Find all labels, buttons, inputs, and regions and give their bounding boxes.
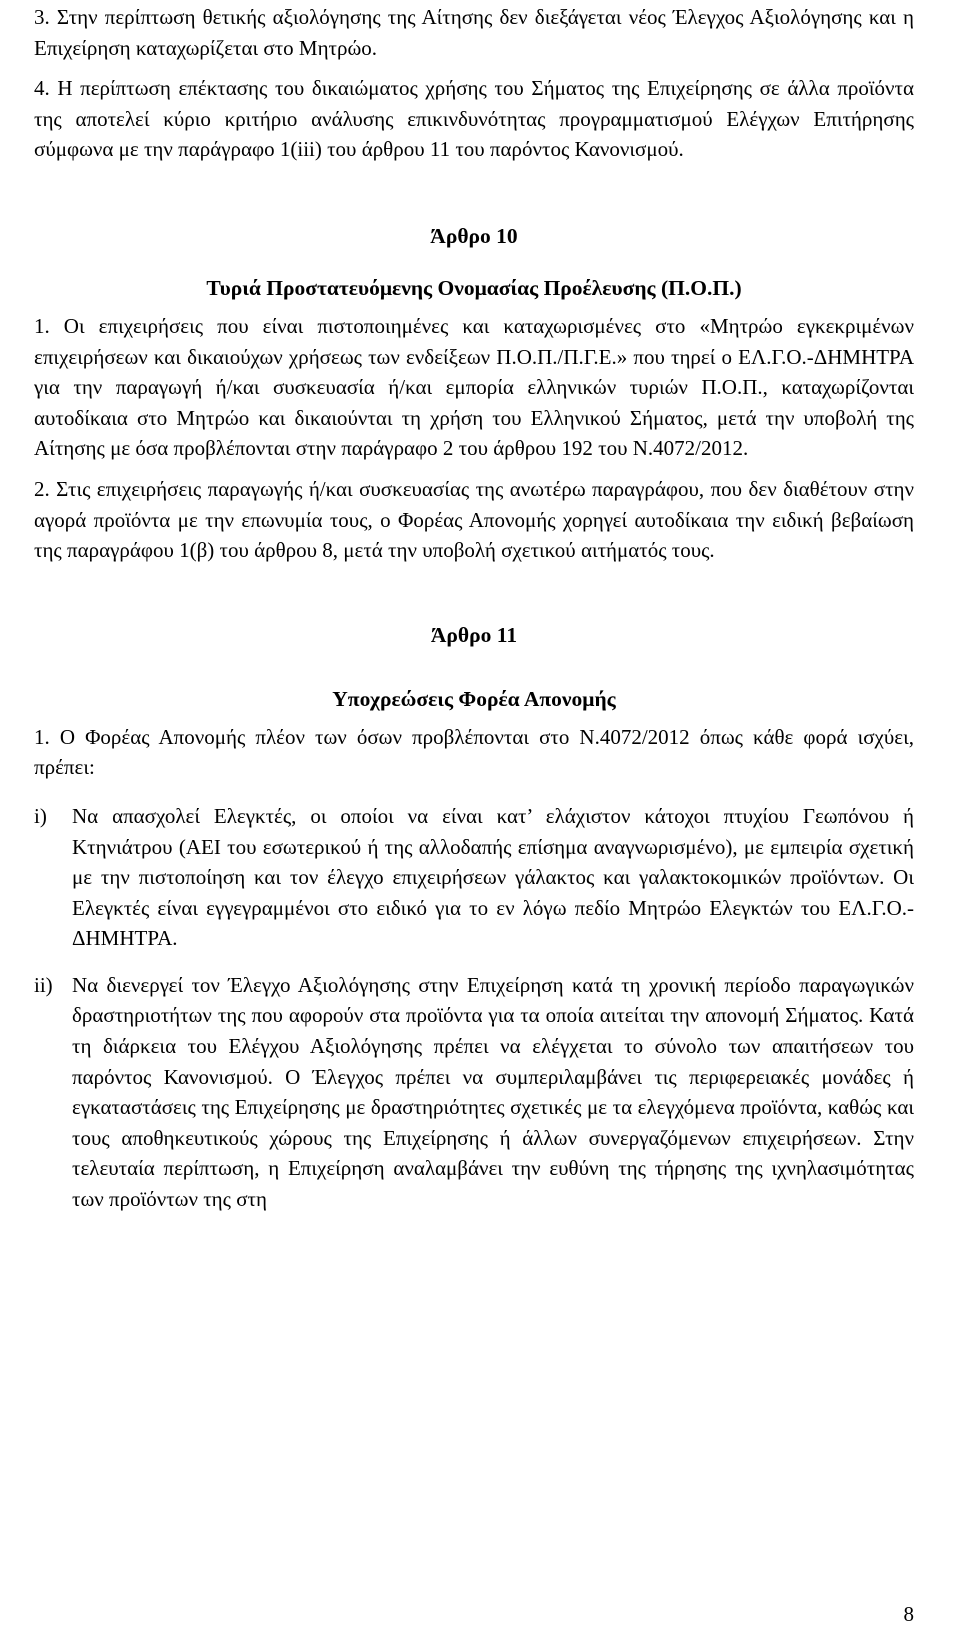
list-item-text: Να απασχολεί Ελεγκτές, οι οποίοι να είναι κατ’ ελάχιστον κάτοχοι πτυχίου Γεωπόνου ή Κτηνιάτρου (ΑΕΙ του εσωτερικού ή της αλλοδαπής επίσημα αναγνωρισμένο), με εμπειρία σχετική με την πιστοποίηση και τον έλεγχο επιχειρήσεων γάλακτος και γαλακτοκομικών προϊόντων. Οι Ελεγκτές είναι εγγεγραμμένοι στο ειδικό για το εν λόγω πεδίο Μητρώο Ελεγκτών του ΕΛ.Γ.Ο.-ΔΗΜΗΤΡΑ. — [72, 803, 914, 951]
list-item-marker: i) — [34, 803, 47, 828]
list-item-marker: ii) — [34, 972, 53, 997]
article-11-title: Υποχρεώσεις Φορέα Απονομής — [332, 686, 616, 711]
article-10-heading: Άρθρο 10 — [430, 223, 518, 248]
list-item-text: Να διενεργεί τον Έλεγχο Αξιολόγησης στην Επιχείρηση κατά τη χρονική περίοδο παραγωγικών δραστηριοτήτων της που αφορούν στα προϊόντα για τα οποία αιτείται την απονομή Σήματος. Κατά τη διάρκεια του Ελέγχου Αξιολόγησης πρέπει να ελέγχεται το σύνολο των απαιτήσεων του παρόντος Κανονισμού. Ο Έλεγχος πρέπει να συμπεριλαμβάνει τις περιφερειακές μονάδες ή εγκαταστάσεις της Επιχείρησης με δραστηριότητες σχετικές με τα ελεγχόμενα προϊόντα, καθώς και τους αποθηκευτικούς χώρους της Επιχείρησης ή άλλων συνεργαζόμενων επιχειρήσεων. Στην τελευταία περίπτωση, η Επιχείρηση αναλαμβάνει την ευθύνη της τήρησης της ιχνηλασιμότητας των προϊόντων της στη — [72, 972, 914, 1212]
document-page — [34, 0, 914, 1215]
paragraph-3: 3. Στην περίπτωση θετικής αξιολόγησης της Αίτησης δεν διεξάγεται νέος Έλεγχος Αξιολόγησης και η Επιχείρηση καταχωρίζεται στο Μητρώο. — [34, 5, 914, 60]
page-number: 8 — [903, 1602, 914, 1626]
article-11-heading: Άρθρο 11 — [430, 622, 518, 647]
article-10-paragraph-2: 2. Στις επιχειρήσεις παραγωγής ή/και συσκευασίας της ανωτέρω παραγράφου, που δεν διαθέτουν στην αγορά προϊόντα με την επωνυμία τους, ο Φορέας Απονομής χορηγεί αυτοδίκαια την ειδική βεβαίωση της παραγράφου 1(β) του άρθρου 8, μετά την υποβολή σχετικού αιτήματός τους. — [34, 476, 914, 563]
list-item — [34, 801, 914, 954]
article-10-title: Τυριά Προστατευόμενης Ονομασίας Προέλευσης (Π.Ο.Π.) — [206, 275, 742, 300]
list-item — [34, 970, 914, 1215]
article-10-paragraph-1: 1. Οι επιχειρήσεις που είναι πιστοποιημένες και καταχωρισμένες στο «Μητρώο εγκεκριμένων επιχειρήσεων και δικαιούχων χρήσεως των ενδείξεων Π.Ο.Π./Π.Γ.Ε.» που τηρεί ο ΕΛ.Γ.Ο.-ΔΗΜΗΤΡΑ για την παραγωγή ή/και συσκευασία ή/και εμπορία ελληνικών τυριών Π.Ο.Π., καταχωρίζονται αυτοδίκαια στο Μητρώο και δικαιούνται τη χρήση του Ελληνικού Σήματος, μετά την υποβολή της Αίτησης με όσα προβλέπονται στην παράγραφο 2 του άρθρου 192 του Ν.4072/2012. — [34, 313, 914, 461]
article-11-paragraph-1: 1. Ο Φορέας Απονομής πλέον των όσων προβλέπονται στο Ν.4072/2012 όπως κάθε φορά ισχύει, πρέπει: — [34, 724, 914, 780]
paragraph-4: 4. Η περίπτωση επέκτασης του δικαιώματος χρήσης του Σήματος της Επιχείρησης σε άλλα προϊόντα της αποτελεί κύριο κριτήριο ανάλυσης επικινδυνότητας προγραμματισμού Ελέγχων Επιτήρησης σύμφωνα με την παράγραφο 1(iii) του άρθρου 11 του παρόντος Κανονισμού. — [34, 76, 914, 162]
